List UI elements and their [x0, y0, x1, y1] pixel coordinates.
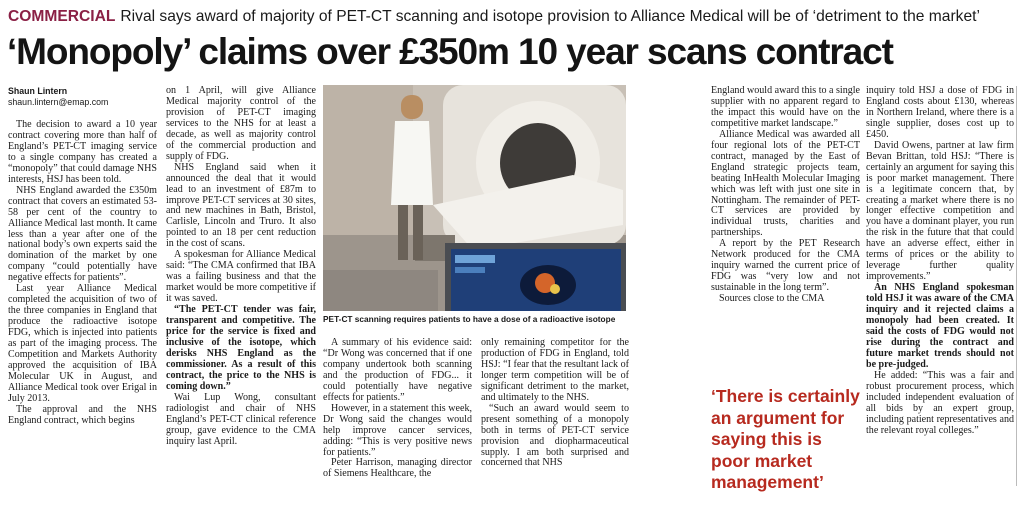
article-column-4: [481, 338, 629, 506]
paragraph: Alliance Medical was awarded all four regional lots of the PET-CT contract, managed by the East of England strategic projects team, beating InHealth Molecular Imaging which was left with just one site in Nottingham. The remainder of PET-CT services are provided by individual trusts, charities and partnerships.: [711, 128, 860, 239]
paragraph: “The PET-CT tender was fair, transparent and competitive. The price for the service is fixed and inclusive of the isotope, which derisks NHS England as the commissioner. As a result of this contract, the price to the NHS is coming down.”: [166, 304, 316, 392]
article-column-2: [166, 86, 316, 506]
author-name: Shaun Lintern: [8, 86, 68, 96]
paragraph: NHS England awarded the £350m contract that covers an estimated 53-58 per cent of the country to Alliance Medical last month. It came less than a year after one of the national body’s own experts said the domination of the market by one company “could potentially have negative effects for patients”.: [8, 184, 157, 284]
paragraph: only remaining competitor for the production of FDG in England, told HSJ: “I fear that the resultant lack of longer term competition will be of significant detriment to the market, and ultimately to the NHS.: [481, 338, 629, 403]
paragraph: England would award this to a single supplier with no apparent regard to the impact this would have on the competitive market landscape.”: [711, 86, 860, 129]
paragraph: NHS England said when it announced the deal that it would lead to an investment of £87m to improve PET-CT services at 30 sites, and new machines in Bath, Bristol, Carlisle, Lincoln and Truro. It also pointed to an 18 per cent reduction in the cost of scans.: [166, 161, 316, 250]
article-column-5: [711, 86, 860, 376]
paragraph: He added: “This was a fair and robust procurement process, which included independent evaluation of all bids by an expert group, including patient representatives and the relevant royal colleges.”: [866, 369, 1014, 436]
paragraph: inquiry told HSJ a dose of FDG in England costs about £130, whereas in Northern Ireland, where there is a single supplier, doses cost up to £450.: [866, 86, 1014, 140]
paragraph: Sources close to the CMA: [719, 293, 825, 305]
byline: [8, 86, 156, 108]
paragraph: The approval and the NHS England contract, which begins: [8, 403, 157, 426]
author-email[interactable]: shaun.lintern@emap.com: [8, 97, 109, 107]
pet-ct-scanner-photo: [323, 85, 626, 311]
paragraph: “Such an award would seem to present something of a monopoly both in terms of PET-CT service provision and diopharmaceutical supply. I am both surprised and concerned that NHS: [481, 402, 629, 469]
kicker-text: Rival says award of majority of PET-CT scanning and isotope provision to Alliance Medical will be of ‘detriment to the market’: [120, 8, 980, 25]
paragraph: A summary of his evidence said: “Dr Wong was concerned that if one company undertook both scanning and the production of FDG... it could potentially have negative effects for patients.”: [323, 338, 472, 403]
paragraph: Wai Lup Wong, consultant radiologist and chair of NHS England’s PET-CT clinical reference group, gave evidence to the CMA inquiry last April.: [166, 391, 316, 447]
page-edge-divider: [1016, 86, 1017, 486]
headline: ‘Monopoly’ claims over £350m 10 year scans contract: [7, 31, 893, 72]
paragraph: Peter Harrison, managing director of Siemens Healthcare, the: [323, 457, 472, 480]
scanner-room-illustration: [323, 85, 626, 311]
paragraph: A report by the PET Research Network produced for the CMA inquiry warned the current price of FDG was “very low and not sustainable in the long term”.: [711, 238, 860, 294]
section-tag: COMMERCIAL: [8, 8, 116, 25]
paragraph: The decision to award a 10 year contract covering more than half of England’s PET-CT imaging service to a single company has created a “monopoly” that could damage NHS interests, HSJ has been told.: [8, 120, 157, 185]
paragraph: An NHS England spokesman told HSJ it was aware of the CMA inquiry and it rejected claims a monopoly had been created. It said the costs of FDG would not rise during the contract and future market trends should not be pre-judged.: [866, 282, 1014, 370]
paragraph: However, in a statement this week, Dr Wong said the changes would help improve cancer services, adding: “This is very positive news for patients.”: [323, 402, 472, 458]
article-column-3: [323, 338, 472, 506]
paragraph: on 1 April, will give Alliance Medical majority control of the provision of PET-CT imaging services to the NHS for at least a decade, as well as majority control of the commercial production and supply of FDG.: [166, 86, 316, 162]
kicker-line: [8, 5, 1020, 29]
paragraph: Last year Alliance Medical completed the acquisition of two of the three companies in England that produce the radioactive isotope FDG, which is injected into patients as part of the imaging process. The Competition and Markets Authority approved the acquisition of IBA Molecular UK in August, and Alliance Medical took over Erigal in July 2013.: [8, 283, 157, 404]
paragraph: David Owens, partner at law firm Bevan Brittan, told HSJ: “There is certainly an argument for saying this is poor market management. There is a legitimate concern that, by creating a market where there is no longer effective competition and you have a dominant player, you run the risk in the future that that could have an adverse effect, either in terms of prices or the ability to leverage further quality improvements.”: [866, 139, 1014, 283]
article-column-1: [8, 120, 157, 505]
article-column-6: [866, 86, 1014, 506]
photo-caption: PET-CT scanning requires patients to have a dose of a radioactive isotope: [323, 314, 616, 324]
paragraph: A spokesman for Alliance Medical said: “The CMA confirmed that IBA was a failing business and that the market would be more competitive if it was saved.: [166, 249, 316, 305]
pull-quote: ‘There is certainly an argument for saying this is poor market management’: [711, 386, 860, 492]
